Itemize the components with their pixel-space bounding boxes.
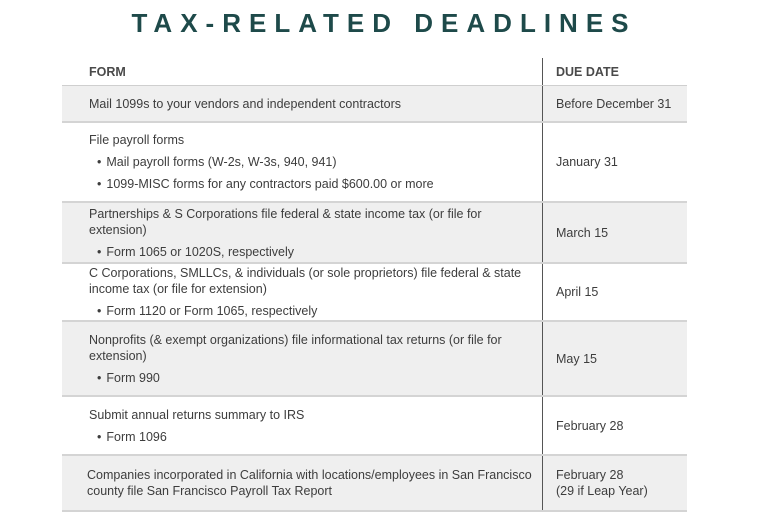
bullet-item: • Form 1120 or Form 1065, respectively — [89, 303, 534, 319]
due-date-text: Before December 31 — [556, 96, 672, 111]
form-text: Partnerships & S Corporations file federal & state income tax (or file for extension) — [89, 206, 482, 237]
form-cell — [62, 456, 542, 510]
page-title: TAX-RELATED DEADLINES — [131, 8, 637, 38]
due-date-text: February 28 — [556, 468, 624, 482]
form-cell — [62, 322, 542, 395]
due-date-cell — [542, 123, 687, 201]
table-header — [62, 58, 687, 86]
due-date-cell — [542, 322, 687, 395]
table-row — [62, 264, 687, 322]
form-text: Submit annual returns summary to IRS — [89, 407, 305, 422]
due-date-note: (29 if Leap Year) — [556, 484, 648, 498]
due-date-text: January 31 — [556, 155, 618, 169]
due-date-cell — [542, 397, 687, 454]
table-row — [62, 397, 687, 456]
table-row — [62, 203, 687, 264]
due-date-text: April 15 — [556, 285, 599, 299]
due-date-cell — [542, 203, 687, 262]
form-text: Nonprofits (& exempt organizations) file informational tax returns (or file for extension) — [89, 332, 502, 363]
form-cell — [62, 123, 542, 201]
form-cell — [62, 397, 542, 454]
table-row — [62, 456, 687, 512]
table-row — [62, 86, 687, 123]
form-text: File payroll forms — [89, 133, 185, 147]
due-date-cell — [542, 86, 687, 121]
form-text: C Corporations, SMLLCs, & individuals (or sole proprietors) file federal & state income tax (or file for extension) — [89, 266, 522, 296]
due-date-column-header: DUE DATE — [542, 58, 687, 85]
due-date-text: February 28 — [556, 418, 624, 433]
bullet-item: • Form 1065 or 1020S, respectively — [89, 244, 534, 260]
form-text: Mail 1099s to your vendors and independent contractors — [89, 96, 401, 111]
bullet-item: • 1099-MISC forms for any contractors paid $600.00 or more — [89, 176, 534, 192]
table-row — [62, 123, 687, 203]
deadlines-table — [62, 58, 687, 512]
due-date-text: March 15 — [556, 225, 609, 240]
table-row — [62, 322, 687, 397]
due-date-cell — [542, 264, 687, 320]
bullet-item: • Mail payroll forms (W-2s, W-3s, 940, 941) — [89, 154, 534, 170]
form-cell — [62, 203, 542, 262]
due-date-text: May 15 — [556, 351, 597, 366]
form-cell — [62, 264, 542, 320]
form-column-header: FORM — [89, 64, 126, 79]
bullet-item: • Form 990 — [89, 370, 534, 386]
bullet-item: • Form 1096 — [89, 429, 534, 445]
form-text: Companies incorporated in California with locations/employees in San Francisco county file San Francisco Payroll Tax Report — [87, 468, 532, 498]
form-cell — [62, 86, 542, 121]
due-date-cell — [542, 456, 687, 510]
